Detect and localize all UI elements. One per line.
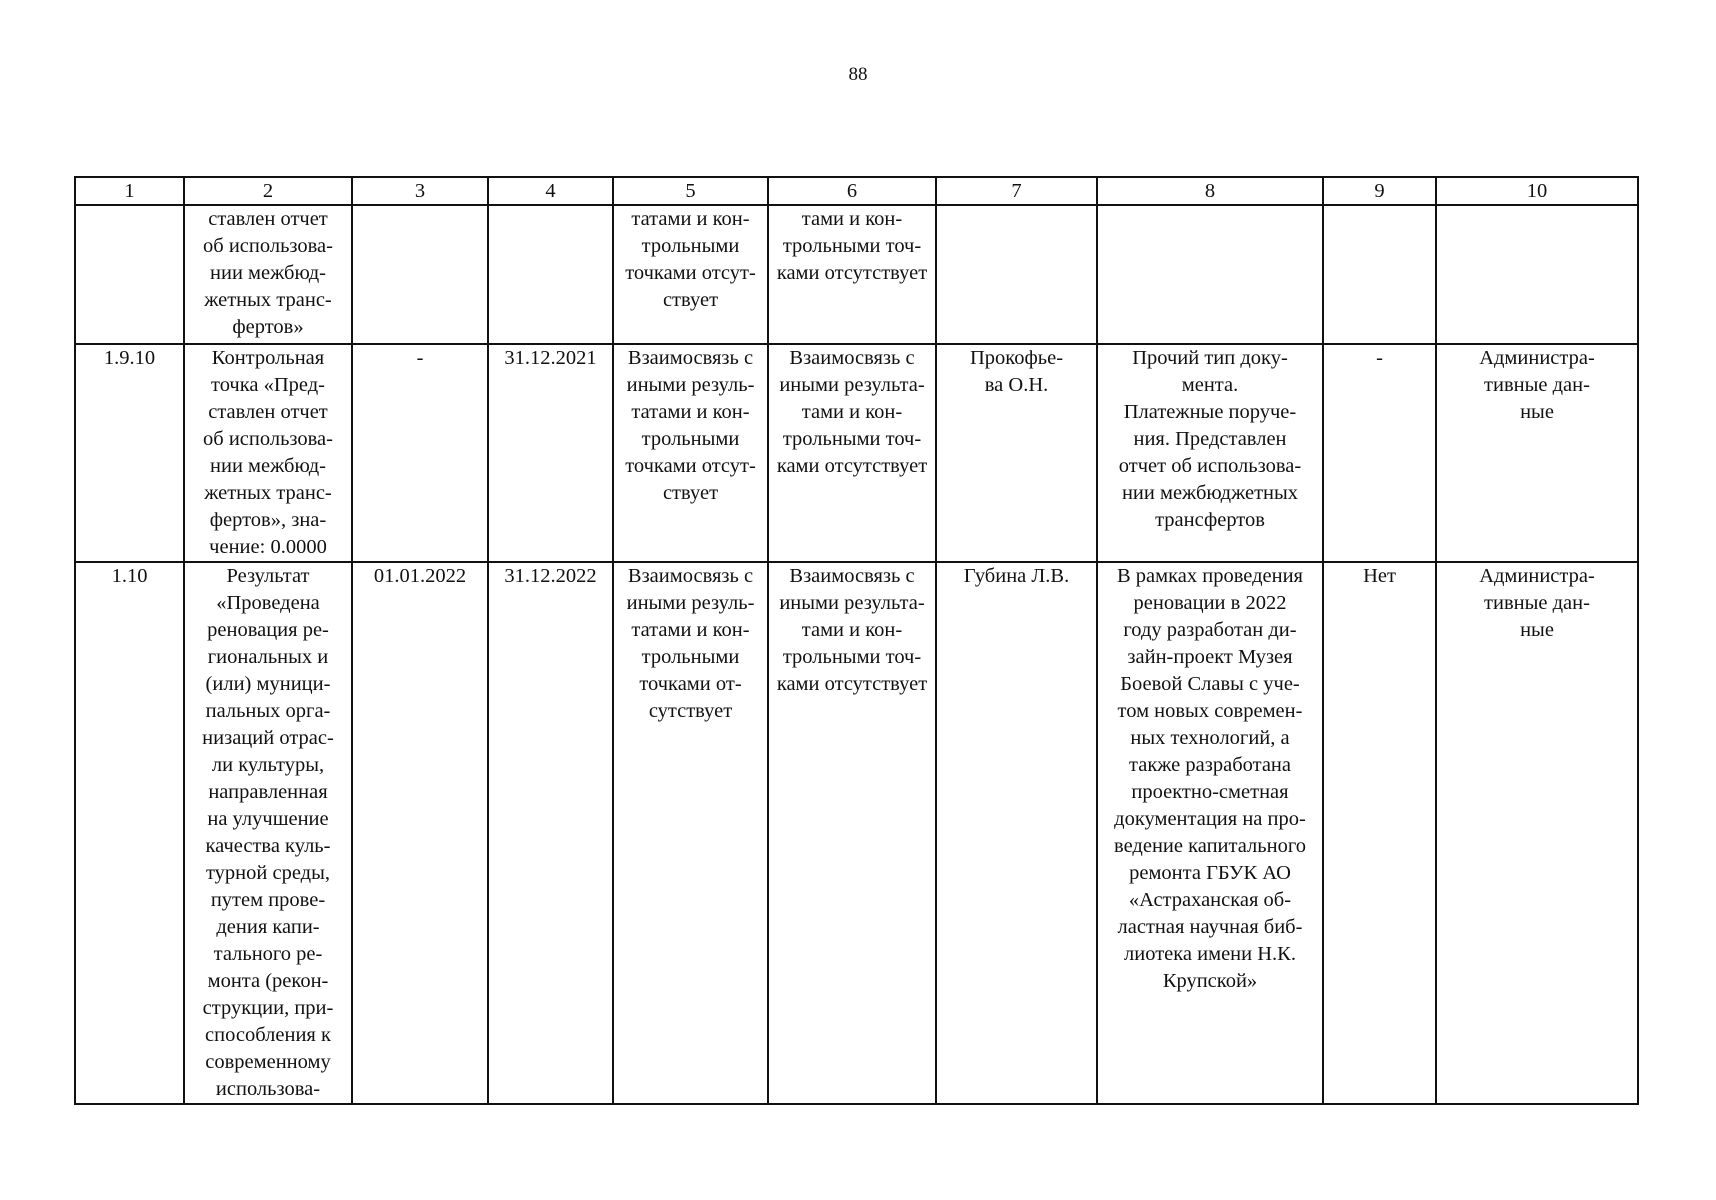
cell-text-line: татами и кон- [631, 401, 750, 423]
cell-text-line: об использова- [203, 235, 333, 257]
cell-text-line: фертов» [232, 316, 304, 338]
cell-text-line: ремонта ГБУК АО [1129, 862, 1291, 884]
cell-link-points [768, 344, 936, 562]
cell-text-line: Прочий тип доку- [1132, 347, 1288, 369]
cell-text-line: ствует [662, 289, 719, 311]
cell-text-line: тивные дан- [1484, 592, 1590, 614]
cell-text-line: Нет [1363, 565, 1396, 587]
cell-text-line: ками отсутствует [776, 262, 928, 284]
cell-text-line: - [1376, 347, 1383, 369]
cell-text-line: ставлен отчет [208, 401, 328, 423]
cell-source [1436, 562, 1638, 1104]
cell-text-line: тами и кон- [801, 401, 903, 423]
cell-start-date [352, 562, 488, 1104]
cell-text-line: 31.12.2022 [504, 565, 597, 587]
cell-text-line: зайн-проект Музея [1127, 646, 1293, 668]
column-header: 6 [768, 177, 936, 205]
column-header: 2 [184, 177, 352, 205]
cell-text-line: ния. Представлен [1133, 428, 1287, 450]
cell-responsible [936, 562, 1097, 1104]
cell-text-line: на улучшение [207, 808, 329, 830]
cell-text-line: «Астраханская об- [1128, 889, 1292, 911]
page-number: 88 [848, 64, 868, 85]
cell-text-line: ками отсутствует [776, 673, 928, 695]
table-row [75, 562, 1638, 1104]
cell-text-line: использова- [215, 1078, 321, 1100]
cell-text-line: иными результа- [779, 374, 925, 396]
cell-text-line: Губина Л.В. [963, 565, 1070, 587]
cell-text-line: Взаимосвязь с [627, 347, 754, 369]
cell-text-line: том новых современ- [1117, 700, 1303, 722]
cell-text-line: точка «Пред- [211, 374, 325, 396]
cell-text-line: ствует [662, 482, 719, 504]
cell-text-line: гиональных и [207, 646, 329, 668]
cell-text-line: точками отсут- [625, 262, 756, 284]
cell-text-line: трольными точ- [782, 646, 922, 668]
cell-text-line: жетных транс- [204, 289, 332, 311]
table-row [75, 205, 1638, 344]
cell-text-line: способления к [205, 1024, 331, 1046]
cell-text-line: Контрольная [211, 347, 325, 369]
cell-number [75, 205, 184, 344]
cell-text-line: направленная [208, 781, 328, 803]
cell-text-line: реновация ре- [207, 619, 329, 641]
cell-text-line: качества куль- [205, 835, 331, 857]
cell-text-line: В рамках проведения [1116, 565, 1303, 587]
cell-text-line: реновации в 2022 [1133, 592, 1287, 614]
cell-text-line: мента. [1181, 374, 1239, 396]
table-row [75, 344, 1638, 562]
cell-text-line: ластная научная биб- [1117, 916, 1303, 938]
cell-text-line: ва О.Н. [984, 374, 1049, 396]
cell-name [184, 205, 352, 344]
cell-number [75, 562, 184, 1104]
header-row [75, 177, 1638, 205]
cell-text-line: также разработана [1129, 754, 1291, 776]
cell-source [1436, 205, 1638, 344]
cell-flag [1323, 205, 1436, 344]
cell-text-line: ставлен отчет [208, 208, 328, 230]
cell-link-results [613, 205, 768, 344]
cell-text-line: путем прове- [210, 889, 326, 911]
column-header: 1 [75, 177, 184, 205]
cell-text-line: чение: 0.0000 [209, 536, 327, 558]
cell-text-line: трольными точ- [782, 428, 922, 450]
column-header: 5 [613, 177, 768, 205]
report-table [74, 176, 1639, 1105]
column-header: 8 [1097, 177, 1323, 205]
cell-text-line: точками от- [639, 673, 742, 695]
cell-text-line: современному [205, 1051, 331, 1073]
cell-document [1097, 205, 1323, 344]
cell-text-line: нии межбюджетных [1121, 482, 1299, 504]
cell-text-line: фертов», зна- [209, 509, 327, 531]
cell-text-line: ведение капитального [1114, 835, 1306, 857]
cell-text-line: жетных транс- [204, 482, 332, 504]
cell-text-line: 31.12.2021 [504, 347, 597, 369]
cell-text-line: нии межбюд- [210, 262, 326, 284]
cell-text-line: трольными [641, 428, 740, 450]
cell-text-line: монта (рекон- [207, 970, 329, 992]
cell-text-line: Боевой Славы с уче- [1120, 673, 1300, 695]
cell-number [75, 344, 184, 562]
cell-text-line: 01.01.2022 [373, 565, 467, 587]
cell-text-line: 1.10 [111, 565, 148, 587]
cell-text-line: Взаимосвязь с [627, 565, 754, 587]
cell-text-line: тивные дан- [1484, 374, 1590, 396]
cell-link-points [768, 562, 936, 1104]
cell-text-line: точками отсут- [625, 455, 756, 477]
cell-text-line: документация на про- [1114, 808, 1306, 830]
cell-text-line: нии межбюд- [210, 455, 326, 477]
column-header: 7 [936, 177, 1097, 205]
column-header: 10 [1436, 177, 1638, 205]
cell-text-line: струкции, при- [202, 997, 334, 1019]
cell-text-line: тами и кон- [801, 208, 903, 230]
cell-text-line: татами и кон- [631, 208, 750, 230]
cell-name [184, 344, 352, 562]
cell-start-date [352, 344, 488, 562]
cell-text-line: году разработан ди- [1123, 619, 1297, 641]
cell-text-line: трольными [641, 646, 740, 668]
cell-text-line: трольными [641, 235, 740, 257]
cell-text-line: трольными точ- [782, 235, 922, 257]
cell-text-line: ками отсутствует [776, 455, 928, 477]
cell-text-line: трансфертов [1155, 509, 1265, 531]
cell-link-points [768, 205, 936, 344]
cell-text-line: 1.9.10 [103, 347, 156, 369]
cell-text-line: отчет об использова- [1118, 455, 1302, 477]
cell-link-results [613, 344, 768, 562]
cell-text-line: ные [1520, 619, 1554, 641]
cell-text-line: об использова- [203, 428, 333, 450]
cell-text-line: иными результа- [779, 592, 925, 614]
cell-text-line: (или) муници- [205, 673, 331, 695]
column-header: 4 [488, 177, 613, 205]
cell-text-line: «Проведена [216, 592, 320, 614]
cell-end-date [488, 562, 613, 1104]
cell-text-line: сутствует [648, 700, 733, 722]
cell-document [1097, 344, 1323, 562]
cell-text-line: тального ре- [213, 943, 323, 965]
cell-text-line: татами и кон- [631, 619, 750, 641]
cell-text-line: Платежные поруче- [1123, 401, 1297, 423]
cell-text-line: ных технологий, а [1130, 727, 1290, 749]
cell-text-line: турной среды, [205, 862, 330, 884]
column-header: 3 [352, 177, 488, 205]
cell-flag [1323, 344, 1436, 562]
cell-flag [1323, 562, 1436, 1104]
cell-end-date [488, 344, 613, 562]
cell-text-line: проектно-сметная [1131, 781, 1289, 803]
cell-end-date [488, 205, 613, 344]
cell-responsible [936, 344, 1097, 562]
cell-text-line: Взаимосвязь с [789, 565, 915, 587]
cell-text-line: лиотека имени Н.К. [1124, 943, 1296, 965]
cell-text-line: дения капи- [216, 916, 320, 938]
cell-text-line: тами и кон- [801, 619, 903, 641]
cell-document [1097, 562, 1323, 1104]
column-header: 9 [1323, 177, 1436, 205]
cell-text-line: Администра- [1479, 565, 1595, 587]
cell-responsible [936, 205, 1097, 344]
cell-text-line: иными резуль- [626, 374, 755, 396]
cell-text-line: иными резуль- [626, 592, 755, 614]
cell-source [1436, 344, 1638, 562]
cell-text-line: Крупской» [1162, 970, 1258, 992]
cell-text-line: ли культуры, [211, 754, 325, 776]
cell-text-line: низаций отрас- [202, 727, 334, 749]
cell-link-results [613, 562, 768, 1104]
cell-text-line: пальных орга- [205, 700, 331, 722]
cell-text-line: Прокофье- [969, 347, 1064, 369]
cell-text-line: Администра- [1479, 347, 1595, 369]
cell-text-line: Взаимосвязь с [789, 347, 915, 369]
cell-start-date [352, 205, 488, 344]
cell-name [184, 562, 352, 1104]
cell-text-line: Результат [226, 565, 310, 587]
cell-text-line: - [416, 347, 424, 369]
cell-text-line: ные [1520, 401, 1554, 423]
